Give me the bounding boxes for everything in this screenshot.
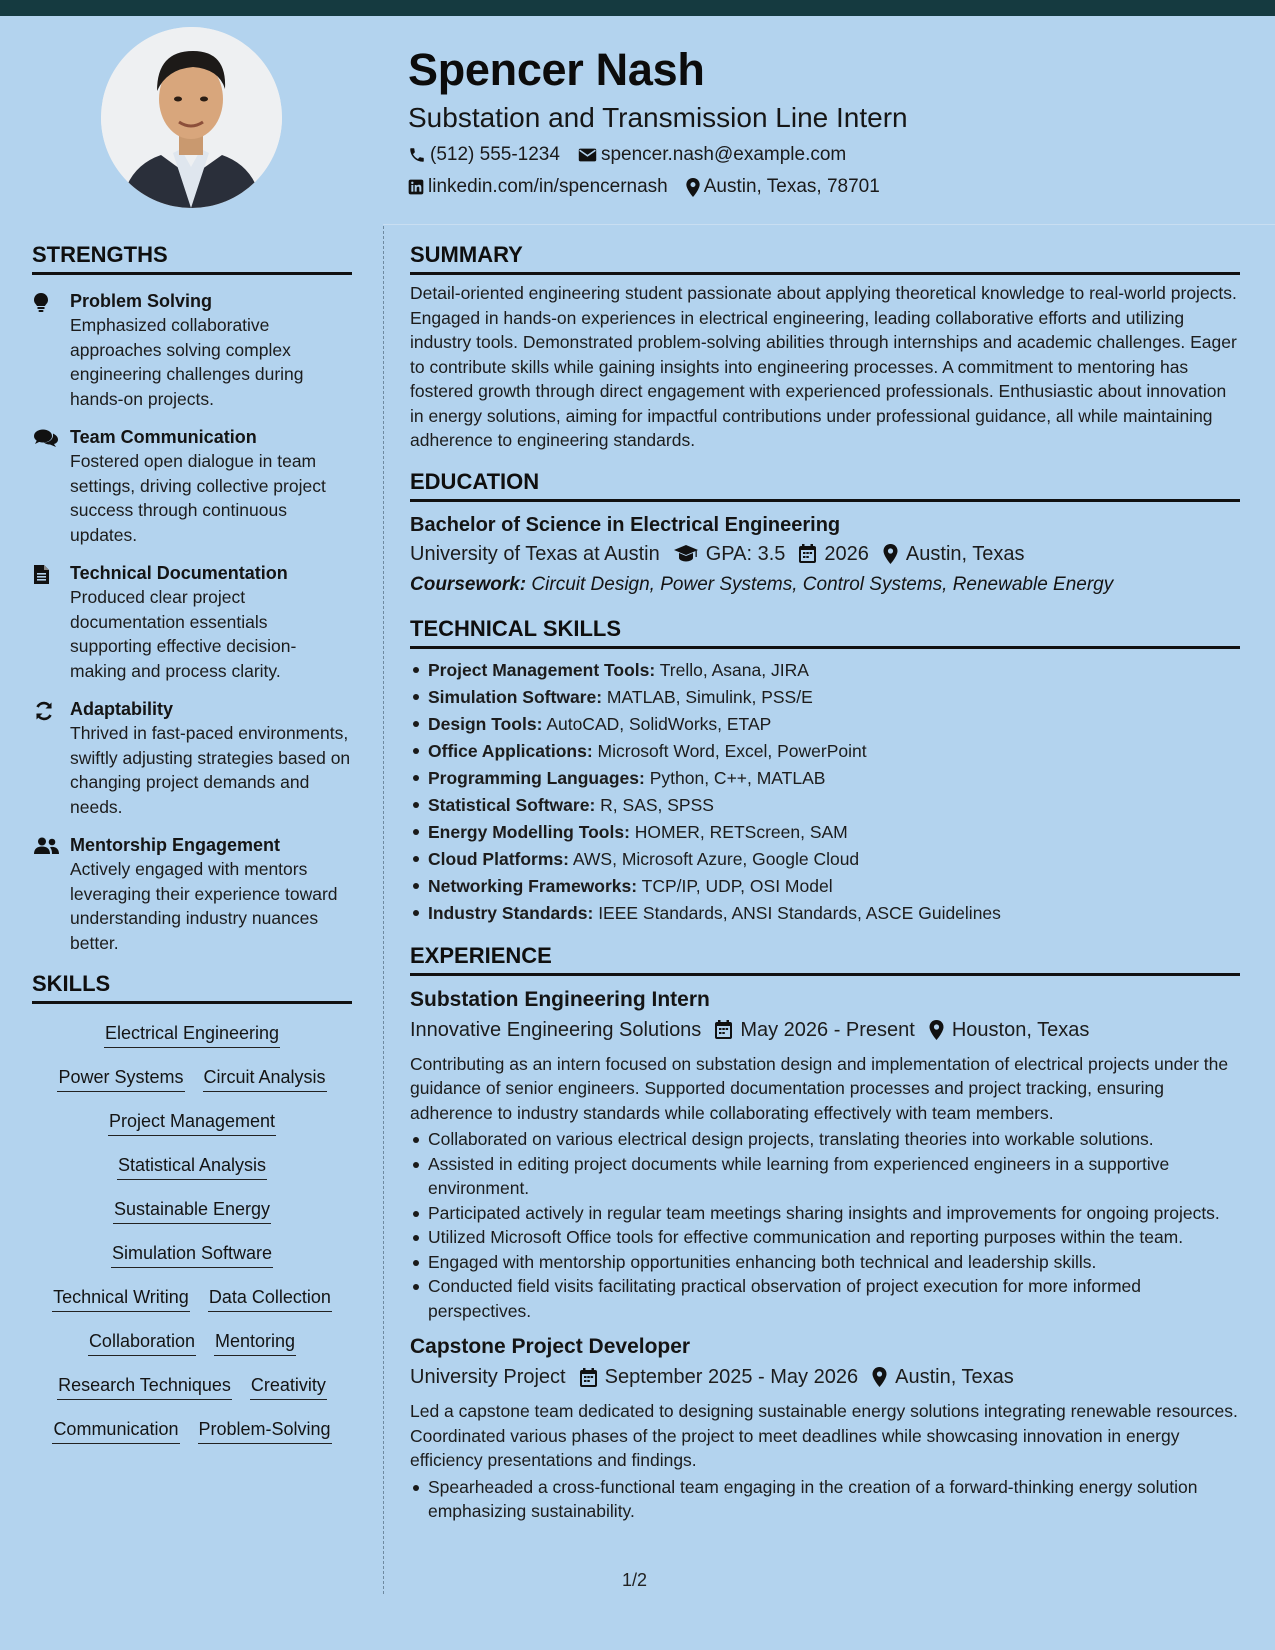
summary-text: Detail-oriented engineering student passionate about applying theoretical knowledge to real-world projects. Engaged in hands-on experiences in electrical engineering, leading collaborative efforts and utilizing industry tools. Demonstrated problem-solving abilities through internships and academic challenges. Eager to contribute skills while gaining insights into engineering processes. A commitment to mentoring has fostered growth through direct engagement with experienced professionals. Enthusiastic about innovation in energy solutions, aiming for impactful contributions under professional guidance, all while maintaining adherence to engineering standards. bbox=[410, 283, 1237, 450]
strength-item bbox=[32, 833, 352, 955]
strength-title: Technical Documentation bbox=[70, 563, 288, 583]
skill-label: Programming Languages: bbox=[428, 767, 645, 788]
skill-label: Office Applications: bbox=[428, 740, 593, 761]
list-item bbox=[410, 657, 1240, 684]
profile-photo bbox=[101, 27, 282, 208]
skill-tag: Data Collection bbox=[208, 1284, 332, 1312]
strength-title: Adaptability bbox=[70, 699, 174, 719]
lightbulb-icon bbox=[34, 293, 48, 313]
skill-value: Python, C++, MATLAB bbox=[649, 767, 826, 788]
email-item[interactable] bbox=[578, 144, 846, 166]
strength-item bbox=[32, 697, 352, 819]
skill-tag: Simulation Software bbox=[111, 1240, 273, 1268]
strength-item bbox=[32, 289, 352, 411]
summary-section bbox=[410, 240, 1240, 453]
right-column bbox=[410, 240, 1240, 1538]
strength-desc: Actively engaged with mentors leveraging their experience toward understanding industry nuances better. bbox=[70, 859, 338, 953]
coursework bbox=[410, 570, 1240, 600]
location-item bbox=[686, 176, 880, 198]
contact-row-1 bbox=[408, 139, 1248, 171]
job-location: Austin, Texas bbox=[895, 1366, 1014, 1388]
list-item: Utilized Microsoft Office tools for effective communication and reporting purposes within the team. bbox=[410, 1225, 1240, 1250]
graduation-cap-icon bbox=[674, 545, 698, 563]
phone-item bbox=[408, 144, 560, 166]
list-item: Spearheaded a cross-functional team engaging in the creation of a forward-thinking energy solution emphasizing sustainability. bbox=[410, 1475, 1240, 1524]
skill-tag: Problem-Solving bbox=[198, 1416, 332, 1444]
strengths-list bbox=[32, 289, 352, 955]
skill-tag: Mentoring bbox=[214, 1328, 296, 1356]
technical-skills-list bbox=[410, 657, 1240, 927]
header-divider bbox=[383, 224, 1275, 225]
sync-icon bbox=[34, 701, 54, 721]
skill-tag: Electrical Engineering bbox=[104, 1020, 280, 1048]
experience-section bbox=[410, 941, 1240, 1524]
school-name: University of Texas at Austin bbox=[410, 542, 660, 565]
skill-value: AWS, Microsoft Azure, Google Cloud bbox=[572, 848, 860, 869]
strength-item bbox=[32, 561, 352, 683]
job-location: Houston, Texas bbox=[951, 1018, 1090, 1041]
job-title: Capstone Project Developer bbox=[410, 1335, 691, 1358]
year-item bbox=[799, 538, 869, 570]
job-title: Substation Engineering Intern bbox=[410, 987, 710, 1011]
resume-header bbox=[408, 40, 1248, 203]
strengths-heading: STRENGTHS bbox=[32, 240, 352, 275]
calendar-icon bbox=[799, 544, 816, 563]
job-location-item bbox=[872, 1361, 1014, 1393]
left-column bbox=[32, 240, 352, 1460]
skill-tags bbox=[32, 1020, 352, 1460]
location-text: Austin, Texas, 78701 bbox=[703, 176, 880, 197]
technical-skills-heading: TECHNICAL SKILLS bbox=[410, 614, 1240, 649]
education-section bbox=[410, 467, 1240, 600]
calendar-icon bbox=[580, 1368, 597, 1387]
list-item: Engaged with mentorship opportunities enhancing both technical and leadership skills. bbox=[410, 1250, 1240, 1275]
company-name: Innovative Engineering Solutions bbox=[410, 1018, 702, 1041]
contact-row-2 bbox=[408, 171, 1248, 203]
candidate-name: Spencer Nash bbox=[408, 44, 705, 95]
skill-tag: Circuit Analysis bbox=[203, 1064, 327, 1092]
linkedin-item[interactable] bbox=[408, 176, 668, 198]
skill-tag: Communication bbox=[52, 1416, 179, 1444]
strength-desc: Produced clear project documentation essentials supporting effective decision-making and process clarity. bbox=[70, 587, 297, 681]
job-title: Substation and Transmission Line Intern bbox=[408, 102, 908, 133]
list-item bbox=[410, 846, 1240, 873]
summary-heading: SUMMARY bbox=[410, 240, 1240, 275]
strength-desc: Thrived in fast-paced environments, swiftly adjusting strategies based on changing project demands and needs. bbox=[70, 723, 351, 817]
job-meta bbox=[410, 1361, 1240, 1393]
strength-title: Mentorship Engagement bbox=[70, 835, 281, 855]
gpa-text: GPA: 3.5 bbox=[705, 542, 786, 565]
strength-item bbox=[32, 425, 352, 547]
skill-value: Trello, Asana, JIRA bbox=[659, 659, 809, 680]
skill-tag: Collaboration bbox=[88, 1328, 196, 1356]
phone-text: (512) 555-1234 bbox=[430, 144, 560, 165]
skills-heading: SKILLS bbox=[32, 969, 352, 1004]
coursework-label: Coursework: bbox=[410, 573, 527, 595]
skill-value: AutoCAD, SolidWorks, ETAP bbox=[546, 713, 772, 734]
skill-label: Statistical Software: bbox=[428, 794, 596, 815]
list-item bbox=[410, 738, 1240, 765]
skill-label: Simulation Software: bbox=[428, 686, 603, 707]
job-entry bbox=[410, 986, 1240, 1324]
job-dates: September 2025 - May 2026 bbox=[604, 1366, 859, 1388]
job-location-item bbox=[929, 1014, 1090, 1046]
job-dates: May 2026 - Present bbox=[740, 1018, 915, 1041]
list-item bbox=[410, 684, 1240, 711]
list-item bbox=[410, 873, 1240, 900]
skill-value: TCP/IP, UDP, OSI Model bbox=[641, 875, 833, 896]
list-item bbox=[410, 900, 1240, 927]
experience-heading: EXPERIENCE bbox=[410, 941, 1240, 976]
education-heading: EDUCATION bbox=[410, 467, 1240, 502]
strength-title: Team Communication bbox=[70, 427, 257, 447]
skill-label: Industry Standards: bbox=[428, 902, 594, 923]
map-marker-icon bbox=[883, 544, 898, 564]
job-meta bbox=[410, 1014, 1240, 1046]
phone-icon bbox=[408, 146, 426, 164]
list-item bbox=[410, 792, 1240, 819]
skill-value: IEEE Standards, ANSI Standards, ASCE Guidelines bbox=[598, 902, 1001, 923]
skill-label: Design Tools: bbox=[428, 713, 543, 734]
technical-skills-section bbox=[410, 614, 1240, 927]
comments-icon bbox=[34, 429, 58, 447]
edu-location-text: Austin, Texas bbox=[905, 542, 1025, 565]
job-bullets bbox=[410, 1127, 1240, 1323]
envelope-icon bbox=[578, 147, 597, 163]
list-item bbox=[410, 711, 1240, 738]
skill-tag: Project Management bbox=[108, 1108, 276, 1136]
year-text: 2026 bbox=[824, 542, 869, 565]
skill-value: HOMER, RETScreen, SAM bbox=[634, 821, 848, 842]
list-item: Collaborated on various electrical design projects, translating theories into workable solutions. bbox=[410, 1127, 1240, 1152]
list-item bbox=[410, 765, 1240, 792]
job-bullets bbox=[410, 1475, 1240, 1524]
email-text[interactable]: spencer.nash@example.com bbox=[600, 144, 847, 165]
skill-label: Project Management Tools: bbox=[428, 659, 656, 680]
map-marker-icon bbox=[686, 178, 700, 197]
job-dates-item bbox=[715, 1014, 915, 1046]
job-dates-item bbox=[580, 1361, 859, 1393]
skill-label: Networking Frameworks: bbox=[428, 875, 638, 896]
map-marker-icon bbox=[872, 1367, 887, 1387]
page-number: 1/2 bbox=[622, 1570, 648, 1590]
linkedin-icon bbox=[408, 179, 424, 195]
degree-title: Bachelor of Science in Electrical Engineering bbox=[410, 513, 841, 536]
calendar-icon bbox=[715, 1020, 732, 1039]
list-item: Conducted field visits facilitating practical observation of project execution for more informed perspectives. bbox=[410, 1274, 1240, 1323]
list-item bbox=[410, 819, 1240, 846]
skill-value: R, SAS, SPSS bbox=[600, 794, 714, 815]
skill-value: MATLAB, Simulink, PSS/E bbox=[606, 686, 813, 707]
skill-tag: Creativity bbox=[250, 1372, 327, 1400]
skill-tag: Sustainable Energy bbox=[113, 1196, 271, 1224]
document-icon bbox=[34, 565, 49, 584]
portrait-image bbox=[101, 27, 282, 208]
company-name: University Project bbox=[410, 1366, 566, 1388]
skill-tag: Statistical Analysis bbox=[117, 1152, 267, 1180]
skill-tag: Technical Writing bbox=[52, 1284, 190, 1312]
strength-desc: Emphasized collaborative approaches solving complex engineering challenges during hands-on projects. bbox=[70, 315, 304, 409]
list-item: Participated actively in regular team meetings sharing insights and improvements for ongoing projects. bbox=[410, 1201, 1240, 1226]
users-icon bbox=[34, 837, 59, 854]
skill-label: Energy Modelling Tools: bbox=[428, 821, 630, 842]
job-entry bbox=[410, 1333, 1240, 1524]
column-divider bbox=[383, 226, 384, 1594]
education-meta bbox=[410, 538, 1240, 570]
skill-value: Microsoft Word, Excel, PowerPoint bbox=[597, 740, 867, 761]
gpa-item bbox=[674, 538, 786, 570]
strength-title: Problem Solving bbox=[70, 291, 213, 311]
skill-tag: Power Systems bbox=[57, 1064, 184, 1092]
top-accent-bar bbox=[0, 0, 1275, 16]
skill-tag: Research Techniques bbox=[57, 1372, 232, 1400]
map-marker-icon bbox=[929, 1020, 944, 1040]
job-description: Led a capstone team dedicated to designing sustainable energy solutions integrating renewable resources. Coordinated various phases of the project to meet deadlines while showcasing innovation in energy efficiency presentations and findings. bbox=[410, 1401, 1238, 1470]
edu-location-item bbox=[883, 538, 1025, 570]
skill-label: Cloud Platforms: bbox=[428, 848, 569, 869]
job-description: Contributing as an intern focused on substation design and implementation of electrical projects under the guidance of senior engineers. Supported documentation processes and project tracking, ensuring adherence to industry standards while collaborating effectively with team members. bbox=[410, 1053, 1229, 1123]
strength-desc: Fostered open dialogue in team settings, driving collective project success through continuous updates. bbox=[70, 451, 326, 545]
coursework-list: Circuit Design, Power Systems, Control Systems, Renewable Energy bbox=[531, 573, 1114, 595]
linkedin-text[interactable]: linkedin.com/in/spencernash bbox=[428, 176, 668, 197]
list-item: Assisted in editing project documents while learning from experienced engineers in a supportive environment. bbox=[410, 1152, 1240, 1201]
